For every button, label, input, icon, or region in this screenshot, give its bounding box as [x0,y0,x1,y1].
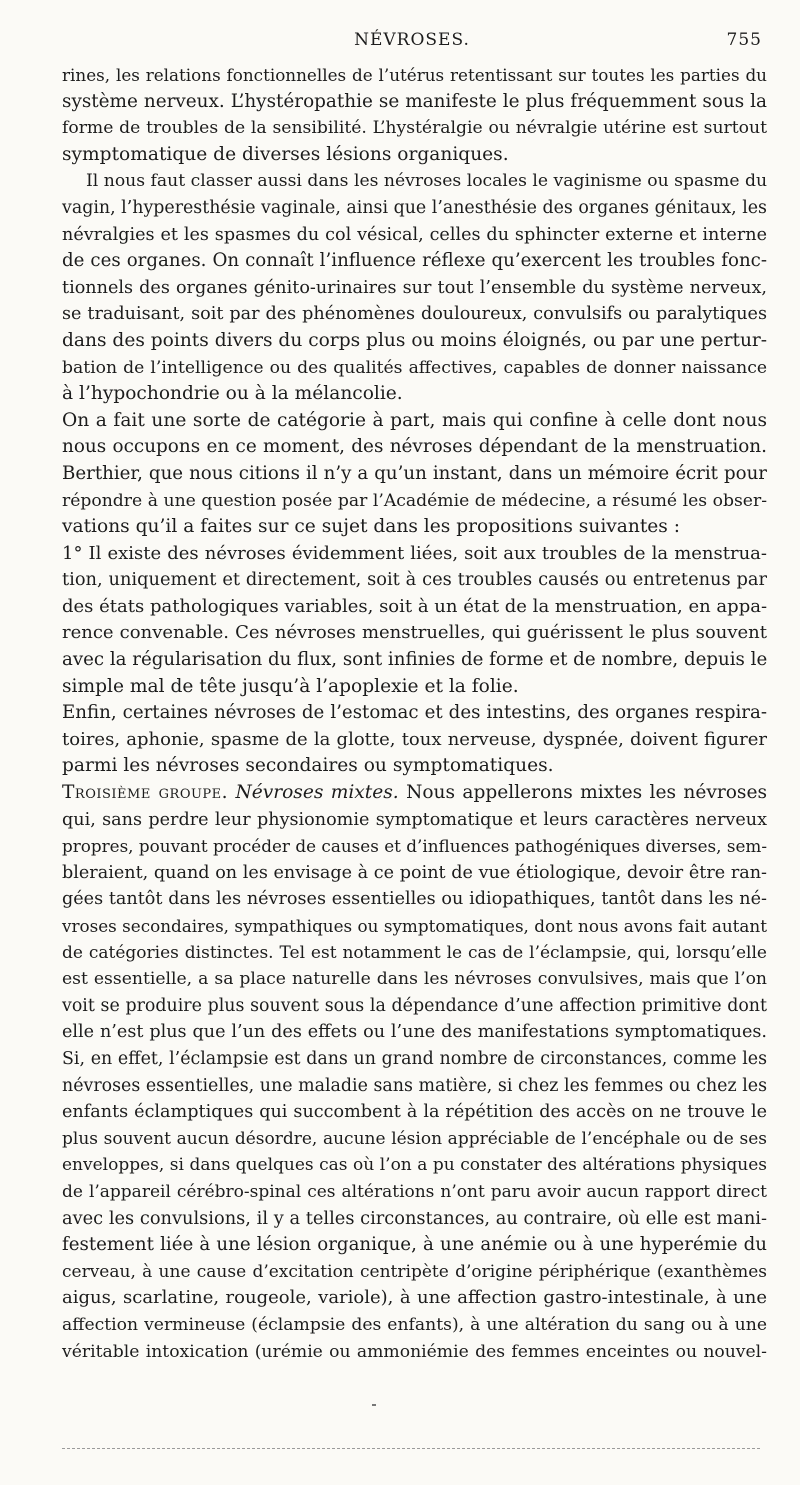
body-text [62,62,767,1365]
running-head [62,30,762,56]
text-line: avec la régularisation du flux, sont infinies de forme et de nombre, depuis le [62,649,768,671]
text-line: à l’hypochondrie ou à la mélancolie. [62,383,403,405]
text-line: Enfin, certaines névroses de l’estomac et des intestins, des organes respira- [62,702,767,724]
text-line: Si, en effet, l’éclampsie est dans un grand nombre de circonstances, comme les [62,1048,767,1069]
text-line: affection vermineuse (éclampsie des enfants), à une altération du sang ou à une [62,1314,767,1335]
text-line: 1° Il existe des névroses évidemment liées, soit aux troubles de la menstrua- [62,542,767,564]
text-line: système nerveux. L’hystéropathie se manifeste le plus fréquemment sous la [62,90,767,112]
text-line: tion, uniquement et directement, soit à ces troubles causés ou entretenus par [62,569,767,591]
page-number: 755 [726,30,762,50]
text-line: voit se produire plus souvent sous la dépendance d’une affection primitive dont [62,995,767,1016]
group-heading-line [62,780,767,807]
text-line: Berthier, que nous citions il n’y a qu’un instant, dans un mémoire écrit pour [62,462,767,484]
text-line: forme de troubles de la sensibilité. L’hystéralgie ou névralgie utérine est surtout [62,118,767,139]
text-line: névralgies et les spasmes du col vésical, celles du sphincter externe et interne [62,224,767,245]
running-title: NÉVROSES. [354,30,470,50]
footer-rule [62,1448,760,1449]
text-line: est essentielle, a sa place naturelle dans les névroses convulsives, mais que l’on [62,969,767,990]
text-line: se traduisant, soit par des phénomènes douloureux, convulsifs ou paralytiques [62,304,767,325]
text-line: répondre à une question posée par l’Académie de médecine, a résumé les obser- [62,490,767,511]
text-line: nous occupons en ce moment, des névroses dépendant de la menstruation. [62,436,767,458]
text-line: Il nous faut classer aussi dans les névroses locales le vaginisme ou spasme du [86,171,768,192]
text-line: qui, sans perdre leur physionomie symptomatique et leurs caractères nerveux [62,809,767,830]
text-line: avec les convulsions, il y a telles circonstances, au contraire, où elle est mani- [62,1207,767,1229]
ink-speck [372,1404,376,1406]
text-line: des états pathologiques variables, soit à un état de la menstruation, en appa- [62,595,768,617]
group-title: Névroses mixtes. [235,782,399,804]
text-line: simple mal de tête jusqu’à l’apoplexie et la folie. [62,675,519,697]
text-line: elle n’est plus que l’un des effets ou l’une des manifestations symptomatiques. [62,1022,767,1043]
text-line: propres, pouvant procéder de causes et d’influences pathogéniques diverses, sem- [62,836,767,857]
text-line: vations qu’il a faites sur ce sujet dans les propositions suivantes : [62,516,681,538]
text-line: de l’appareil cérébro-spinal ces altérations n’ont paru avoir aucun rapport direct [62,1181,767,1202]
text-line: Nous appellerons mixtes les névroses [406,782,767,804]
text-line: bleraient, quand on les envisage à ce point de vue étiologique, devoir être ran- [62,862,767,883]
text-line: enveloppes, si dans quelques cas où l’on a pu constater des altérations physiques [62,1155,767,1176]
text-line: vroses secondaires, sympathiques ou symptomatiques, dont nous avons fait autant [62,916,767,936]
text-line: de ces organes. On connaît l’influence réflexe qu’exercent les troubles fonc- [62,250,767,272]
text-line: On a fait une sorte de catégorie à part, mais qui confine à celle dont nous [62,409,767,431]
text-line: plus souvent aucun désordre, aucune lésion appréciable de l’encéphale ou de ses [62,1128,767,1149]
text-line: symptomatique de diverses lésions organiques. [62,143,509,165]
group-label: Troisième groupe. [62,782,229,804]
text-line: de catégories distinctes. Tel est notamment le cas de l’éclampsie, qui, lorsqu’elle [62,942,767,963]
text-line: vagin, l’hyperesthésie vaginale, ainsi que l’anesthésie des organes génitaux, les [62,197,767,218]
text-line: parmi les névroses secondaires ou symptomatiques. [62,755,554,777]
text-line: toires, aphonie, spasme de la glotte, toux nerveuse, dyspnée, doivent figurer [62,728,767,750]
text-line: véritable intoxication (urémie ou ammoniémie des femmes enceintes ou nouvel- [62,1341,767,1362]
text-line: aigus, scarlatine, rougeole, variole), à une affection gastro-intestinale, à une [62,1287,767,1309]
text-line: festement liée à une lésion organique, à une anémie ou à une hyperémie du [62,1234,767,1256]
text-line: rines, les relations fonctionnelles de l’utérus retentissant sur toutes les parties du [62,65,767,85]
text-line: bation de l’intelligence ou des qualités affectives, capables de donner naissance [62,357,767,378]
text-line: tionnels des organes génito-urinaires sur tout l’ensemble du système nerveux, [62,277,767,298]
text-line: cerveau, à une cause d’excitation centripète d’origine périphérique (exanthèmes [62,1261,767,1282]
text-line: gées tantôt dans les névroses essentielles ou idiopathiques, tantôt dans les né- [62,889,767,910]
text-line: dans des points divers du corps plus ou moins éloignés, ou par une pertur- [62,329,768,351]
text-line: rence convenable. Ces névroses menstruelles, qui guérissent le plus souvent [62,622,767,644]
text-line: enfants éclamptiques qui succombent à la répétition des accès on ne trouve le [62,1102,767,1123]
text-line: névroses essentielles, une maladie sans matière, si chez les femmes ou chez les [62,1075,767,1096]
